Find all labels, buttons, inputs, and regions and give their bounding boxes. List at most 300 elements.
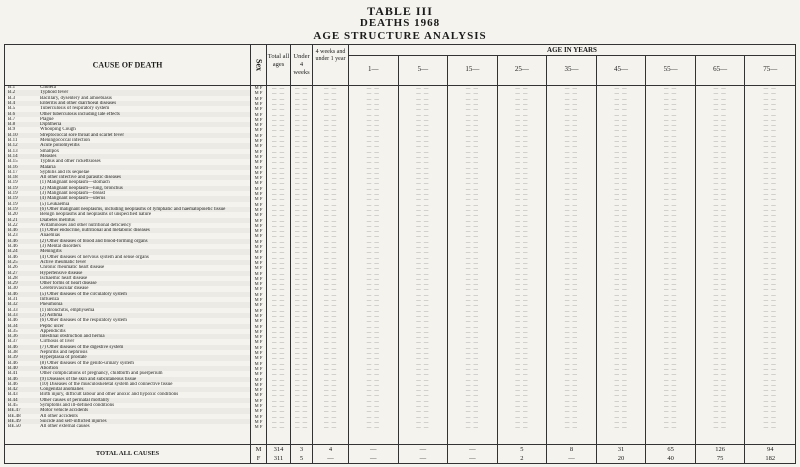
age-band-cell: — — [763, 365, 777, 371]
age-band-cell: — — [614, 418, 628, 424]
under-4-weeks-column [291, 45, 313, 463]
age-band-cell: — — [515, 397, 529, 403]
4-weeks-under-1-cell: — — [323, 371, 338, 377]
cause-code: B.24 [8, 249, 18, 255]
sex-f: F [259, 291, 263, 297]
age-band-cell: — — [664, 196, 678, 202]
sex-f: F [259, 307, 263, 313]
age-band-cell: — — [763, 413, 777, 419]
total-all-ages-cell: — — [271, 371, 286, 377]
age-band-cell: — — [614, 185, 628, 191]
4-weeks-under-1-cell: — — [323, 222, 338, 228]
age-band-cell: — — [664, 350, 678, 355]
age-band-cell: — — [366, 397, 380, 403]
sex-m: M [254, 403, 259, 408]
sex-m: M [254, 360, 259, 366]
cause-name: Congenital anomalies [40, 387, 84, 393]
total-all-ages-cell: — — [271, 111, 286, 117]
age-band-cell: — — [515, 355, 529, 361]
sex-m: M [254, 111, 259, 117]
age-band-cell: — — [366, 387, 380, 393]
age-band-cell: — — [713, 244, 727, 249]
age-band-cell: — — [614, 376, 628, 382]
age-band-label: 55— [663, 65, 678, 73]
sex-m: M [254, 201, 259, 207]
under-4-weeks-cell: — — [294, 127, 309, 133]
under-4-weeks-cell: — — [294, 169, 309, 175]
age-band-cell: — — [763, 138, 777, 143]
age-band-cell: — — [564, 397, 579, 403]
under-4-weeks-cell: — — [294, 143, 309, 149]
age-band-cell: — — [564, 339, 579, 345]
total-all-ages-cell: — — [271, 127, 286, 133]
age-band-cell: — — [664, 180, 678, 186]
4-weeks-under-1-cell: — — [323, 387, 338, 393]
age-band-total-f: 40 [667, 455, 674, 462]
sex-column [251, 45, 267, 463]
age-band-total [597, 444, 646, 463]
age-band-cell: — — [564, 360, 579, 366]
sex-f: F [259, 270, 263, 276]
age-band-cell: — — [366, 85, 380, 90]
age-band-cell: — — [763, 100, 777, 106]
cause-name: (4) Other diseases of nervous system and sense organs [40, 254, 149, 260]
cause-code: BE.50 [8, 424, 21, 430]
age-band-cell: — — [614, 238, 628, 244]
age-in-years-header: AGE IN YEARS [349, 45, 795, 56]
age-band-label: 15— [465, 65, 480, 73]
age-band-cell: — — [763, 275, 777, 281]
age-band-cell: — — [763, 201, 777, 207]
sex-m: M [254, 238, 259, 244]
age-band-cell: — — [664, 365, 678, 371]
4-weeks-under-1-cell: — — [323, 132, 338, 138]
age-band-cell: — — [664, 254, 678, 260]
age-band-cell: — — [713, 169, 727, 175]
age-band-cell: — — [614, 275, 628, 281]
sex-f: F [259, 339, 263, 345]
age-band-cell: — — [713, 180, 727, 186]
sex-m: M [254, 169, 259, 175]
sex-f: F [259, 196, 263, 202]
sex-m: M [254, 212, 259, 218]
age-band-cell: — — [416, 297, 430, 302]
cause-code: B.43 [8, 392, 18, 398]
age-band-cell: — — [515, 297, 529, 302]
age-band-cell: — — [416, 148, 430, 154]
age-band-cell: — — [614, 413, 628, 419]
age-band-cell: — — [564, 169, 579, 175]
age-band-cell: — — [614, 365, 628, 371]
age-band-header [498, 55, 547, 86]
age-band-cell: — — [564, 191, 579, 196]
sex-m: M [254, 312, 259, 318]
age-band-cell: — — [465, 169, 479, 175]
age-band-cell: — — [614, 148, 628, 154]
cause-code: B.13 [8, 148, 18, 154]
age-band-cell: — — [366, 344, 380, 350]
age-band-total-m: — [419, 446, 427, 453]
age-band-cell: — — [763, 291, 777, 297]
age-band-cell: — — [713, 270, 727, 276]
sex-f: F [259, 212, 263, 218]
4-weeks-under-1-cell: — — [323, 238, 338, 244]
age-band-cell: — — [664, 85, 678, 90]
age-band-cell: — — [664, 185, 678, 191]
cause-name: Smallpox [40, 148, 60, 154]
total-all-ages-cell: — — [271, 164, 286, 170]
cause-name: (7) Other diseases of the digestive system [40, 344, 124, 350]
age-band-cell: — — [515, 387, 529, 393]
age-band-cell: — — [465, 127, 479, 133]
age-band-cell: — — [465, 323, 479, 329]
age-band-cell: — — [465, 159, 479, 165]
sex-m: M [254, 100, 259, 106]
age-band-cell: — — [713, 185, 727, 191]
sex-f: F [259, 418, 263, 424]
age-band-cell: — — [465, 95, 479, 101]
cause-name: Suicide and self-inflicted injuries [40, 418, 107, 424]
cause-name: (6) Other malignant neoplasms, including neoplasms of lymphatic and haematopoietic tissue [40, 206, 226, 212]
age-band-cell: — — [564, 206, 579, 212]
cause-name: Enteritis and other diarrhoeal diseases [40, 100, 117, 106]
age-band-cell: — — [763, 254, 777, 260]
age-band-cell: — — [564, 138, 579, 143]
cause-name: Measles [40, 153, 57, 159]
age-band-cell: — — [416, 249, 430, 255]
age-band-cell: — — [614, 159, 628, 165]
age-band-cell: — — [465, 138, 479, 143]
age-band-cell: — — [416, 424, 430, 430]
cause-name: Abortion [40, 365, 59, 371]
age-band-cell: — — [664, 355, 678, 361]
age-band-cell: — — [416, 106, 430, 112]
cause-code: B.34 [8, 323, 18, 329]
age-band-cell: — — [366, 413, 380, 419]
age-band-cell: — — [366, 116, 380, 122]
age-band-cell: — — [564, 159, 579, 165]
sex-f: F [259, 106, 263, 112]
age-band-cell: — — [416, 318, 430, 324]
age-band-cell: — — [713, 238, 727, 244]
total-all-ages-cell: — — [271, 138, 286, 143]
age-band-cell: — — [366, 297, 380, 302]
age-band-cell: — — [564, 180, 579, 186]
cause-code: B.5 [8, 106, 16, 112]
age-band-cell: — — [664, 201, 678, 207]
under-4-weeks-cell: — — [294, 350, 309, 355]
age-band-cell: — — [564, 297, 579, 302]
age-band-cell: — — [564, 254, 579, 260]
sex-f: F [259, 360, 263, 366]
age-band-cell: — — [465, 408, 479, 414]
age-band-cell: — — [713, 127, 727, 133]
age-band-cell: — — [366, 360, 380, 366]
sex-f: F [259, 222, 263, 228]
sex-m: M [254, 408, 259, 414]
4-weeks-under-1-cell: — — [323, 90, 338, 96]
age-band-cell: — — [515, 291, 529, 297]
age-band-cell: — — [366, 153, 380, 159]
age-band-cell: — — [416, 244, 430, 249]
age-band-cell: — — [465, 376, 479, 382]
age-band-total-f: — [469, 455, 476, 462]
age-band-cell: — — [366, 196, 380, 202]
4-weeks-under-1-cell: — — [323, 360, 338, 366]
age-band-cell: — — [614, 169, 628, 175]
age-band-cell: — — [515, 254, 529, 260]
age-band-cell: — — [664, 95, 678, 101]
age-band-cell: — — [564, 116, 579, 122]
age-band-cell: — — [564, 403, 579, 408]
age-band-cell: — — [515, 376, 529, 382]
total-all-ages-column [267, 45, 291, 463]
under-4-weeks-cell: — — [294, 323, 309, 329]
under-4-weeks-cell: — — [294, 259, 309, 265]
under-4-weeks-cell: — — [294, 286, 309, 292]
4-weeks-under-1-cell: — — [323, 403, 338, 408]
age-band-cell: — — [515, 143, 529, 149]
age-band-cell: — — [614, 254, 628, 260]
age-band-header [696, 55, 745, 86]
age-band-cell: — — [416, 381, 430, 387]
age-band-total-f: 182 [765, 455, 776, 462]
age-band-cell: — — [465, 122, 479, 128]
age-band-cell: — — [614, 106, 628, 112]
cause-code: B.29 [8, 281, 18, 287]
cause-code: B.46 [8, 291, 18, 297]
grand-total [267, 444, 290, 463]
under-4-weeks-cell: — — [294, 371, 309, 377]
age-band-cell: — — [763, 143, 777, 149]
cause-code: B.10 [8, 132, 18, 138]
4-weeks-under-1-cell: — — [323, 344, 338, 350]
age-band-cell: — — [515, 100, 529, 106]
age-band-cell: — — [713, 254, 727, 260]
age-band-cell: — — [564, 381, 579, 387]
4-weeks-under-1-cell: — — [323, 138, 338, 143]
age-band-cell: — — [614, 201, 628, 207]
sex-m: M [254, 175, 259, 181]
4-weeks-under-1-cell: — — [323, 180, 338, 186]
cause-name: Avitaminoses and other nutritional deficiency [40, 222, 132, 228]
age-band-cell: — — [515, 238, 529, 244]
age-band-cell: — — [416, 201, 430, 207]
age-band-cell: — — [713, 392, 727, 398]
age-band-cell: — — [366, 222, 380, 228]
age-band-cell: — — [564, 365, 579, 371]
age-band-cell: — — [366, 106, 380, 112]
age-band-cell: — — [515, 281, 529, 287]
4-weeks-under-1-cell: — — [323, 297, 338, 302]
total-all-ages-cell: — — [271, 259, 286, 265]
age-band-cell: — — [614, 153, 628, 159]
total-all-ages-cell: — — [271, 275, 286, 281]
total-all-ages-cell: — — [271, 344, 286, 350]
age-band-cell: — — [614, 371, 628, 377]
age-band-cell: — — [564, 334, 579, 340]
age-band-cell: — — [664, 164, 678, 170]
cause-name: Anaemias [40, 233, 60, 239]
sex-column-header [251, 45, 266, 86]
age-band-cell: — — [564, 143, 579, 149]
cause-name: Birth injury, difficult labour and other anoxic and hypoxic conditions [40, 392, 179, 398]
sex-m: M [254, 318, 259, 324]
age-band-cell: — — [664, 270, 678, 276]
age-band-cell: — — [564, 201, 579, 207]
age-band-cell: — — [763, 312, 777, 318]
cause-name: Other causes of perinatal mortality [40, 397, 110, 403]
sex-f: F [259, 95, 263, 101]
age-band-cell: — — [664, 408, 678, 414]
sex-f: F [259, 153, 263, 159]
cause-name: (5) Leukaemia [40, 201, 70, 207]
cause-code: B.22 [8, 222, 18, 228]
age-band-cell: — — [564, 281, 579, 287]
age-band-cell: — — [713, 164, 727, 170]
cause-code: B.21 [8, 217, 18, 223]
under-4-weeks-cell: — — [294, 365, 309, 371]
age-band-cell: — — [763, 122, 777, 128]
age-band-cell: — — [614, 387, 628, 393]
cause-name: All other external causes [40, 424, 90, 430]
age-band-cell: — — [763, 376, 777, 382]
cause-code: B.42 [8, 387, 18, 393]
sex-f: F [259, 249, 263, 255]
age-band-cell: — — [465, 244, 479, 249]
age-band-cell: — — [515, 233, 529, 239]
age-band-cell: — — [416, 185, 430, 191]
grand-total-m: 314 [273, 446, 284, 453]
sex-m: M [254, 418, 259, 424]
total-all-ages-cell: — — [271, 302, 286, 308]
total-all-ages-cell: — — [271, 169, 286, 175]
age-band-cell: — — [614, 355, 628, 361]
age-band-cell: — — [515, 196, 529, 202]
4-weeks-under-1-cell: — — [323, 355, 338, 361]
age-band-cell: — — [664, 159, 678, 165]
cause-name: Plague [40, 116, 54, 122]
age-band-cell: — — [564, 328, 579, 334]
age-band-cell: — — [366, 371, 380, 377]
age-band-cell: — — [763, 397, 777, 403]
age-band-cell: — — [713, 334, 727, 340]
sex-m: M [254, 116, 259, 122]
age-band-cell: — — [564, 376, 579, 382]
cause-name: All other accidents [40, 413, 78, 419]
age-band-cell: — — [465, 387, 479, 393]
age-band-cell: — — [564, 270, 579, 276]
age-band-cell: — — [515, 344, 529, 350]
total-all-ages-cell: — — [271, 106, 286, 112]
age-band-total-m: 31 [617, 446, 625, 453]
cause-code: B.46 [8, 344, 18, 350]
age-band-cell: — — [614, 291, 628, 297]
4-weeks-under-1-cell: — — [323, 270, 338, 276]
cause-code: B.19 [8, 196, 18, 202]
under-4-weeks-cell: — — [294, 360, 309, 366]
age-band-cell: — — [515, 169, 529, 175]
cause-name: (9) Diseases of the skin and subcutaneous tissue [40, 376, 137, 382]
age-band-cell: — — [614, 100, 628, 106]
age-band-cell: — — [465, 350, 479, 355]
4-weeks-under-1-total-m: 4 [328, 446, 333, 453]
under-4-weeks-cell: — — [294, 148, 309, 154]
age-band-cell: — — [515, 259, 529, 265]
age-band-cell: — — [465, 424, 479, 430]
age-band-cell: — — [366, 265, 380, 271]
age-band-cell: — — [713, 291, 727, 297]
age-band-cell: — — [465, 355, 479, 361]
sex-f: F [259, 318, 263, 324]
age-band-cell: — — [614, 175, 628, 181]
age-band-cell: — — [366, 408, 380, 414]
age-band-header [597, 55, 646, 86]
4-weeks-under-1-cell: — — [323, 265, 338, 271]
age-band-cell: — — [614, 249, 628, 255]
cause-code: B.2 [8, 90, 16, 96]
age-band-cell: — — [515, 403, 529, 408]
age-band-cell: — — [515, 164, 529, 170]
age-band-cell: — — [713, 201, 727, 207]
age-band-cell: — — [564, 106, 579, 112]
sex-m: M [254, 95, 259, 101]
sex-m: M [254, 228, 259, 234]
under-4-weeks-cell: — — [294, 265, 309, 271]
age-band-cell: — — [515, 371, 529, 377]
age-band-cell: — — [564, 196, 579, 202]
under-4-weeks-cell: — — [294, 153, 309, 159]
age-band-cell: — — [664, 111, 678, 117]
under-4-weeks-cell: — — [294, 328, 309, 334]
age-band-cell: — — [465, 238, 479, 244]
under-4-weeks-cell: — — [294, 100, 309, 106]
total-all-ages-cell: — — [271, 328, 286, 334]
cause-code: B.16 [8, 164, 18, 170]
4-weeks-under-1-cell: — — [323, 206, 338, 212]
age-band-cell: — — [416, 180, 430, 186]
age-band-cell: — — [664, 217, 678, 223]
cause-code: B.41 [8, 371, 18, 377]
age-band-cell: — — [614, 381, 628, 387]
under-4-weeks-cell: — — [294, 122, 309, 128]
age-band-cell: — — [713, 217, 727, 223]
sex-f: F [259, 344, 263, 350]
age-band-cell: — — [515, 334, 529, 340]
age-band-total [745, 444, 795, 463]
4-weeks-under-1-cell: — — [323, 244, 338, 249]
4-weeks-under-1-cell: — — [323, 381, 338, 387]
age-band-cell: — — [763, 244, 777, 249]
age-band-cell: — — [713, 138, 727, 143]
age-band-cell: — — [465, 291, 479, 297]
under-4-weeks-cell: — — [294, 217, 309, 223]
age-band-cell: — — [465, 191, 479, 196]
age-band-cell: — — [416, 254, 430, 260]
age-band-header [349, 55, 398, 86]
total-all-ages-cell: — — [271, 355, 286, 361]
cause-name: (3) Mental disorders [40, 244, 81, 249]
age-band-cell: — — [614, 206, 628, 212]
sex-f: F [259, 413, 263, 419]
sex-f: F [259, 403, 263, 408]
age-band-cell: — — [366, 355, 380, 361]
age-band-cell: — — [515, 111, 529, 117]
age-band-cell: — — [564, 323, 579, 329]
sex-m: M [254, 196, 259, 202]
age-band-cell: — — [465, 360, 479, 366]
cause-name: Meningitis [40, 249, 62, 255]
